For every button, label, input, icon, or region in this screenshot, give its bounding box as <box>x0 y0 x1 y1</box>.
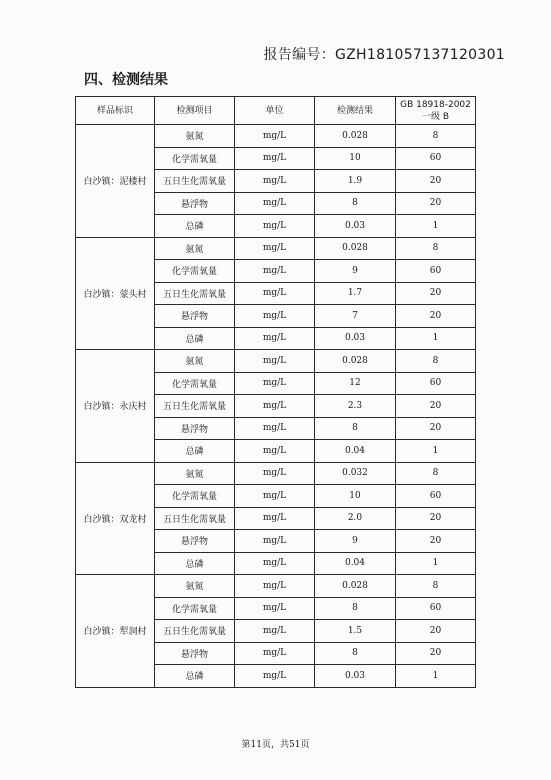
results-table <box>75 96 476 688</box>
limit-cell: 1 <box>396 327 476 350</box>
result-cell: 10 <box>315 485 396 508</box>
item-cell: 五日生化需氧量 <box>155 282 235 305</box>
limit-cell: 1 <box>396 440 476 463</box>
item-cell: 五日生化需氧量 <box>155 170 235 193</box>
limit-cell: 60 <box>396 260 476 283</box>
unit-cell: mg/L <box>235 530 315 553</box>
item-cell: 总磷 <box>155 552 235 575</box>
unit-cell: mg/L <box>235 327 315 350</box>
table-row <box>76 125 476 148</box>
limit-cell: 20 <box>396 395 476 418</box>
unit-cell: mg/L <box>235 417 315 440</box>
result-cell: 8 <box>315 597 396 620</box>
item-cell: 化学需氧量 <box>155 372 235 395</box>
table-row <box>76 237 476 260</box>
sample-cell: 白沙镇：泥楼村 <box>76 125 155 238</box>
header-standard-line1: GB 18918-2002 <box>400 99 471 110</box>
item-cell: 化学需氧量 <box>155 597 235 620</box>
result-cell: 1.7 <box>315 282 396 305</box>
result-cell: 10 <box>315 147 396 170</box>
limit-cell: 20 <box>396 642 476 665</box>
item-cell: 悬浮物 <box>155 305 235 328</box>
item-cell: 悬浮物 <box>155 417 235 440</box>
limit-cell: 20 <box>396 620 476 643</box>
unit-cell: mg/L <box>235 192 315 215</box>
limit-cell: 20 <box>396 192 476 215</box>
unit-cell: mg/L <box>235 260 315 283</box>
unit-cell: mg/L <box>235 282 315 305</box>
header-result: 检测结果 <box>315 97 396 125</box>
unit-cell: mg/L <box>235 147 315 170</box>
item-cell: 总磷 <box>155 215 235 238</box>
unit-cell: mg/L <box>235 440 315 463</box>
item-cell: 总磷 <box>155 665 235 688</box>
result-cell: 0.03 <box>315 215 396 238</box>
table-header-row <box>76 97 476 125</box>
limit-cell: 60 <box>396 485 476 508</box>
unit-cell: mg/L <box>235 575 315 598</box>
item-cell: 悬浮物 <box>155 530 235 553</box>
limit-cell: 1 <box>396 665 476 688</box>
limit-cell: 1 <box>396 215 476 238</box>
result-cell: 0.03 <box>315 327 396 350</box>
unit-cell: mg/L <box>235 597 315 620</box>
item-cell: 化学需氧量 <box>155 485 235 508</box>
table-row <box>76 350 476 373</box>
header-standard <box>396 97 476 125</box>
limit-cell: 8 <box>396 237 476 260</box>
unit-cell: mg/L <box>235 665 315 688</box>
result-cell: 1.5 <box>315 620 396 643</box>
result-cell: 9 <box>315 260 396 283</box>
item-cell: 化学需氧量 <box>155 147 235 170</box>
item-cell: 总磷 <box>155 440 235 463</box>
result-cell: 9 <box>315 530 396 553</box>
limit-cell: 60 <box>396 597 476 620</box>
sample-cell: 白沙镇：犁洞村 <box>76 575 155 688</box>
sample-cell: 白沙镇：双龙村 <box>76 462 155 575</box>
unit-cell: mg/L <box>235 485 315 508</box>
limit-cell: 20 <box>396 417 476 440</box>
limit-cell: 8 <box>396 125 476 148</box>
result-cell: 7 <box>315 305 396 328</box>
header-standard-line2: 一级 B <box>421 111 450 122</box>
table-row <box>76 575 476 598</box>
item-cell: 氨氮 <box>155 237 235 260</box>
item-cell: 五日生化需氧量 <box>155 507 235 530</box>
result-cell: 8 <box>315 417 396 440</box>
result-cell: 1.9 <box>315 170 396 193</box>
limit-cell: 20 <box>396 305 476 328</box>
result-cell: 0.028 <box>315 125 396 148</box>
item-cell: 氨氮 <box>155 575 235 598</box>
limit-cell: 60 <box>396 147 476 170</box>
result-cell: 0.028 <box>315 237 396 260</box>
result-cell: 2.0 <box>315 507 396 530</box>
item-cell: 氨氮 <box>155 462 235 485</box>
unit-cell: mg/L <box>235 552 315 575</box>
item-cell: 氨氮 <box>155 350 235 373</box>
unit-cell: mg/L <box>235 215 315 238</box>
limit-cell: 60 <box>396 372 476 395</box>
section-title: 四、检测结果 <box>84 72 168 88</box>
limit-cell: 8 <box>396 575 476 598</box>
result-cell: 0.028 <box>315 350 396 373</box>
result-cell: 8 <box>315 192 396 215</box>
unit-cell: mg/L <box>235 170 315 193</box>
limit-cell: 20 <box>396 530 476 553</box>
result-cell: 0.04 <box>315 440 396 463</box>
sample-cell: 白沙镇：永庆村 <box>76 350 155 463</box>
item-cell: 五日生化需氧量 <box>155 395 235 418</box>
report-number: 报告编号：GZH181057137120301 <box>263 47 505 63</box>
result-cell: 12 <box>315 372 396 395</box>
unit-cell: mg/L <box>235 125 315 148</box>
item-cell: 五日生化需氧量 <box>155 620 235 643</box>
result-cell: 0.032 <box>315 462 396 485</box>
unit-cell: mg/L <box>235 395 315 418</box>
unit-cell: mg/L <box>235 372 315 395</box>
result-cell: 0.028 <box>315 575 396 598</box>
limit-cell: 1 <box>396 552 476 575</box>
result-cell: 0.03 <box>315 665 396 688</box>
item-cell: 悬浮物 <box>155 192 235 215</box>
unit-cell: mg/L <box>235 462 315 485</box>
item-cell: 化学需氧量 <box>155 260 235 283</box>
unit-cell: mg/L <box>235 507 315 530</box>
table-row <box>76 462 476 485</box>
unit-cell: mg/L <box>235 620 315 643</box>
limit-cell: 8 <box>396 350 476 373</box>
sample-cell: 白沙镇：蒙头村 <box>76 237 155 350</box>
result-cell: 2.3 <box>315 395 396 418</box>
unit-cell: mg/L <box>235 237 315 260</box>
item-cell: 总磷 <box>155 327 235 350</box>
unit-cell: mg/L <box>235 305 315 328</box>
page-footer: 第11页，共51页 <box>241 740 310 750</box>
header-unit: 单位 <box>235 97 315 125</box>
limit-cell: 20 <box>396 170 476 193</box>
limit-cell: 20 <box>396 282 476 305</box>
header-item: 检测项目 <box>155 97 235 125</box>
limit-cell: 8 <box>396 462 476 485</box>
header-sample: 样品标识 <box>76 97 155 125</box>
unit-cell: mg/L <box>235 350 315 373</box>
result-cell: 0.04 <box>315 552 396 575</box>
item-cell: 悬浮物 <box>155 642 235 665</box>
item-cell: 氨氮 <box>155 125 235 148</box>
unit-cell: mg/L <box>235 642 315 665</box>
result-cell: 8 <box>315 642 396 665</box>
limit-cell: 20 <box>396 507 476 530</box>
